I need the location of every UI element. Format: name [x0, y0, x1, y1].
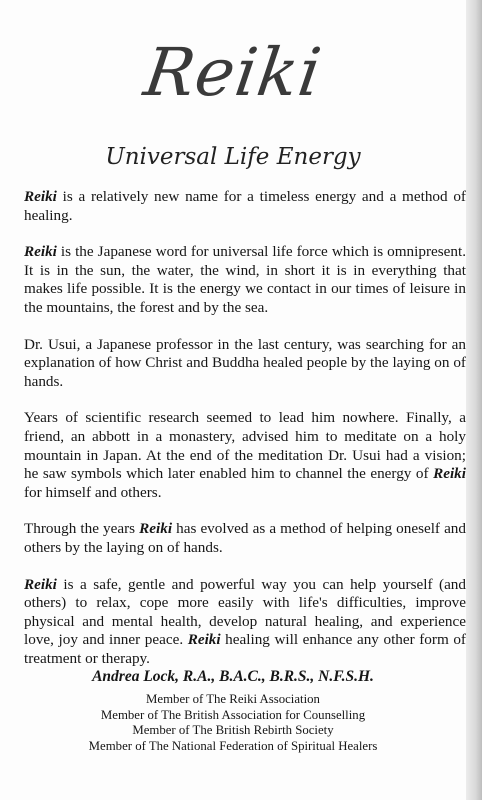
membership-line: Member of The Reiki Association — [146, 692, 320, 706]
paragraph-2 — [24, 243, 466, 317]
keyword: Reiki — [24, 243, 57, 261]
paragraph-text: is the Japanese word for universal life force which is omnipresent. It is in the sun, the water, the wind, in short it is in everything that makes life possible. It is the energy we contact in our times of leisure in the mountains, the forest and by the sea. — [24, 243, 466, 316]
paragraph-text: is a safe, gentle and powerful way you can help yourself (and others) to relax, cope more easily with life's difficulties, improve physical and mental health, develop natural healing, and experience love, joy and inner peace. — [24, 575, 466, 649]
paragraph-3 — [24, 336, 466, 392]
keyword: Reiki — [24, 575, 57, 593]
paragraph-text: Years of scientific research seemed to lead him nowhere. Finally, a friend, an abbott in a monastery, advised him to meditate on a holy mountain in Japan. At the end of the meditation Dr. Usui had a vision; he saw symbols which later enabled him to channel the energy of — [24, 409, 466, 483]
signature-block — [0, 668, 466, 754]
paragraph-6 — [24, 576, 466, 669]
paragraph-4 — [24, 409, 466, 502]
paragraph-text: healing will enhance any other form of treatment or therapy. — [24, 631, 466, 667]
membership-line: Member of The British Association for Counselling — [100, 707, 366, 722]
paragraph-text: for himself and others. — [24, 483, 162, 501]
paragraph-text: Through the years — [24, 520, 140, 538]
paragraph-5 — [24, 520, 466, 557]
membership-line: Member of The National Federation of Spiritual Healers — [88, 738, 378, 753]
document-title: Reiki — [139, 34, 327, 111]
keyword: Reiki — [24, 188, 57, 205]
keyword: Reiki — [187, 631, 221, 649]
author-name: Andrea Lock, R.A., B.A.C., B.R.S., N.F.S.H. — [92, 668, 374, 685]
body-text — [24, 188, 466, 668]
paragraph-text: is a relatively new name for a timeless energy and a method of healing. — [24, 188, 466, 224]
document-subtitle: Universal Life Energy — [105, 144, 361, 170]
membership-line: Member of The British Rebirth Society — [132, 723, 334, 737]
paragraph-text: has evolved as a method of helping oneself and others by the laying on of hands. — [24, 520, 466, 556]
paragraph-1 — [24, 188, 466, 225]
scan-edge-shadow — [466, 0, 482, 800]
keyword: Reiki — [433, 465, 466, 483]
keyword: Reiki — [139, 520, 173, 538]
paragraph-text: Dr. Usui, a Japanese professor in the last century, was searching for an explanation of how Christ and Buddha healed people by the laying on of hands. — [24, 335, 466, 390]
